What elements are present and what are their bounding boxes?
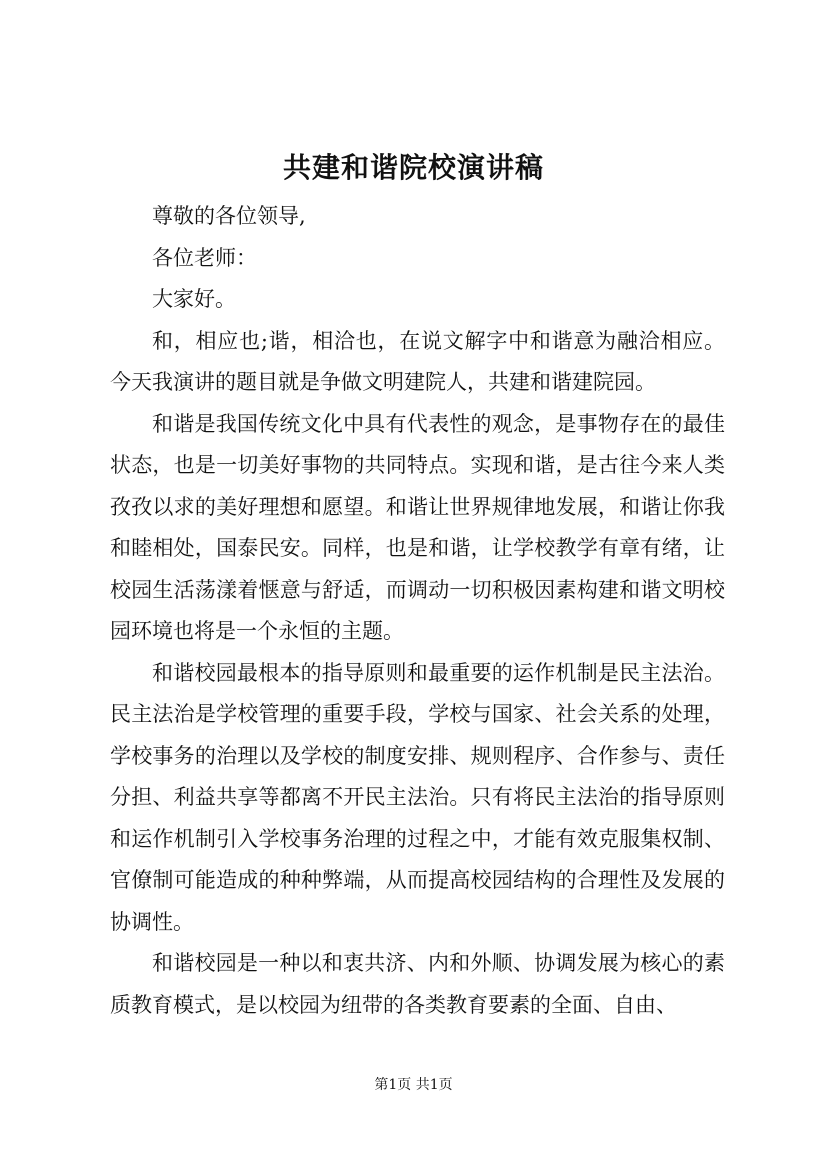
greeting-line: 各位老师： (152, 245, 257, 270)
body-paragraph: 和谐校园是一种以和衷共济、内和外顺、协调发展为核心的素质教育模式，是以校园为纽带的各类教育要素的全面、自由、 (110, 951, 725, 1017)
page-number-footer: 第1页 共1页 (374, 1077, 453, 1093)
greeting-line: 大家好。 (152, 287, 236, 311)
document-title: 共建和谐院校演讲稿 (282, 151, 544, 184)
body-paragraph: 和谐是我国传统文化中具有代表性的观念，是事物存在的最佳状态，也是一切美好事物的共同特点。实现和谐，是古往今来人类孜孜以求的美好理想和愿望。和谐让世界规律地发展，和谐让你我和睦相处，国泰民安。同样，也是和谐，让学校教学有章有绪，让校园生活荡漾着惬意与舒适，而调动一切积极因素构建和谐文明校园环境也将是一个永恒的主题。 (110, 411, 725, 643)
greeting-line: 尊敬的各位领导, (152, 204, 306, 228)
body-paragraph: 和谐校园最根本的指导原则和最重要的运作机制是民主法治。民主法治是学校管理的重要手段，学校与国家、社会关系的处理，学校事务的治理以及学校的制度安排、规则程序、合作参与、责任分担、利益共享等都离不开民主法治。只有将民主法治的指导原则和运作机制引入学校事务治理的过程之中，才能有效克服集权制、官僚制可能造成的种种弊端，从而提高校园结构的合理性及发展的协调性。 (110, 660, 725, 934)
body-paragraph: 和，相应也;谐，相洽也，在说文解字中和谐意为融洽相应。今天我演讲的题目就是争做文明建院人，共建和谐建院园。 (110, 328, 725, 394)
document-body (110, 196, 725, 1026)
